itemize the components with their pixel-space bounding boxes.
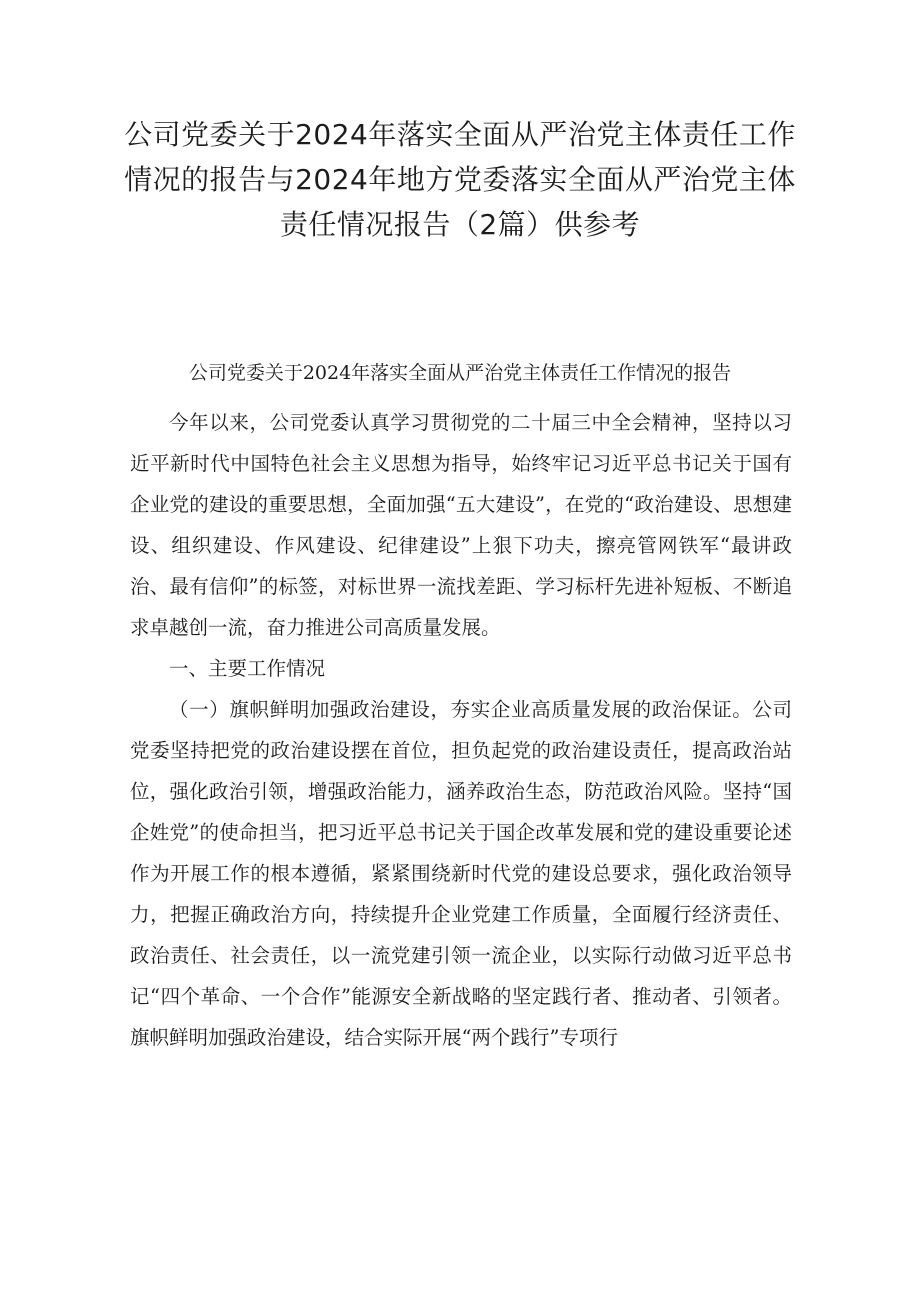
section-heading: 一、主要工作情况 [169, 657, 326, 680]
intro-paragraph: 今年以来，公司党委认真学习贯彻党的二十届三中全会精神，坚持以习近平新时代中国特色社会主义思想为指导，始终牢记习近平总书记关于国有企业党的建设的重要思想，全面加强“五大建设”，在党的“政治建设、思想建设、组织建设、作风建设、纪律建设”上狠下功夫，擦亮管网铁军“最讲政治、最有信仰”的标签，对标世界一流找差距、学习标杆先进补短板、不断追求卓越创一流，奋力推进公司高质量发展。 [130, 411, 792, 639]
report-subtitle: 公司党委关于2024年落实全面从严治党主体责任工作情况的报告 [188, 362, 732, 384]
section-paragraph: （一）旗帜鲜明加强政治建设，夯实企业高质量发展的政治保证。公司党委坚持把党的政治建设摆在首位，担负起党的政治建设责任，提高政治站位，强化政治引领，增强政治能力，涵养政治生态，防范政治风险。坚持“国企姓党”的使命担当，把习近平总书记关于国企改革发展和党的建设重要论述作为开展工作的根本遵循，紧紧围绕新时代党的建设总要求，强化政治领导力，把握正确政治方向，持续提升企业党建工作质量，全面履行经济责任、政治责任、社会责任，以一流党建引领一流企业，以实际行动做习近平总书记“四个革命、一个合作”能源安全新战略的坚定践行者、推动者、引领者。旗帜鲜明加强政治建设，结合实际开展“两个践行”专项行 [130, 698, 792, 1049]
report-body [130, 402, 792, 1058]
document-main-title: 公司党委关于2024年落实全面从严治党主体责任工作情况的报告与2024年地方党委落实全面从严治党主体责任情况报告（2篇）供参考 [124, 118, 796, 241]
